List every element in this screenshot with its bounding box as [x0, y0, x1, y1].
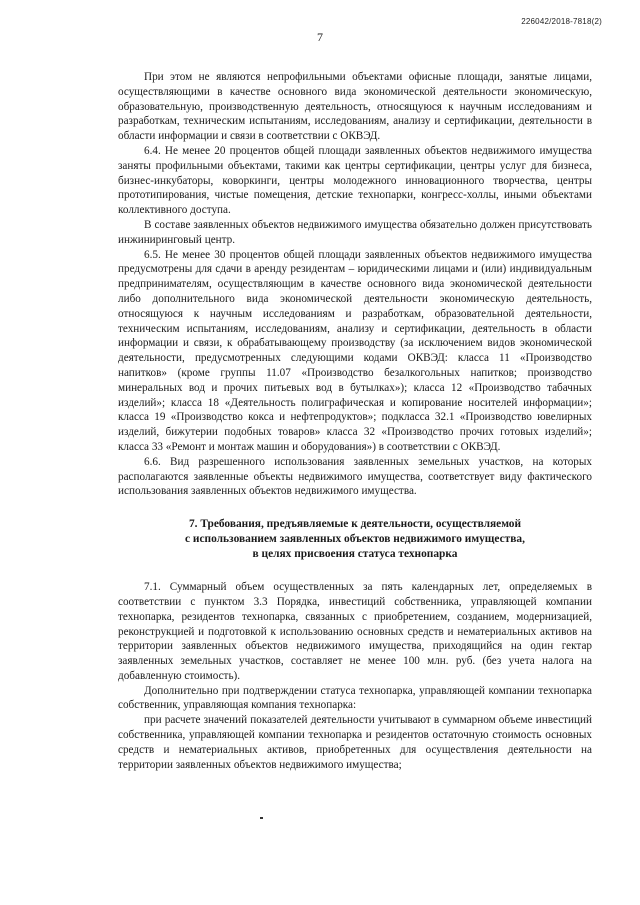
paragraph-non-core-objects: При этом не являются непрофильными объектами офисные площади, занятые лицами, осуществляющими в качестве основного вида экономической деятельности экономическую, образовательную, производственную деятельность, относящуюся к научным исследованиям и разработкам, техническим испытаниям, исследованиям, анализу и сертификации, деятельности в области информации и связи в соответствии с ОКВЭД.: [118, 71, 592, 143]
document-number: 226042/2018-7818(2): [521, 17, 602, 26]
section-heading: [118, 517, 592, 562]
page-number: 7: [317, 30, 323, 44]
paragraph-additional-confirmation: Дополнительно при подтверждении статуса технопарка, управляющей компании технопарка собственник, управляющая компания технопарка:: [118, 684, 592, 712]
section-heading-line: 7. Требования, предъявляемые к деятельности, осуществляемой: [188, 518, 522, 531]
paragraph-7-1: 7.1. Суммарный объем осуществленных за пять календарных лет, определяемых в соответствии с пунктом 3.3 Порядка, инвестиций собственника, управляющей компании технопарка, резидентов технопарка, связанных с приобретением, созданием, модернизацией, реконструкцией и подготовкой к использованию основных средств и нематериальных активов на территории заявленных объектов недвижимого имущества, приходящийся на один гектар заявленных земельных участков, составляет не менее 100 млн. руб. (без учета налога на добавленную стоимость).: [118, 581, 592, 682]
scan-artifact: [260, 817, 263, 819]
spacer: [118, 499, 592, 517]
section-heading-line: в целях присвоения статуса технопарка: [252, 548, 458, 561]
paragraph-calculation: при расчете значений показателей деятельности учитывают в суммарном объеме инвестиций собственника, управляющей компании технопарка и резидентов остаточную стоимость основных средств и нематериальных активов, приобретенных для осуществления деятельности на территории заявленных объектов недвижимого имущества;: [118, 714, 592, 771]
spacer: [118, 562, 592, 580]
paragraph-6-5: 6.5. Не менее 30 процентов общей площади заявленных объектов недвижимого имущества предусмотрены для сдачи в аренду резидентам – юридическими лицами и (или) индивидуальным предпринимателям, осуществляющим в качестве основного вида экономической деятельности либо дополнительного вида экономической деятельности экономическую деятельность, относящуюся к научным исследованиям и разработкам, образовательной деятельности, техническим испытаниям, исследованиям, анализу и сертификации, деятельность в области информации и связи, к обрабатывающему производству (за исключением видов экономической деятельности, предусмотренных следующими кодами ОКВЭД: класса 11 «Производство напитков» (кроме группы 11.07 «Производство безалкогольных напитков; производство минеральных вод и прочих питьевых вод в бутылках»); класса 12 «Производство табачных изделий»; класса 18 «Деятельность полиграфическая и копирование носителей информации»; класса 19 «Производство кокса и нефтепродуктов»; подкласса 32.1 «Производство ювелирных изделий, бижутерии подобных товаров» класса 32 «Производство прочих готовых изделий»; класса 33 «Ремонт и монтаж машин и оборудования») в соответствии с ОКВЭД.: [118, 248, 592, 453]
paragraph-engineering-center: В составе заявленных объектов недвижимого имущества обязательно должен присутствовать инжиниринговый центр.: [118, 218, 592, 246]
section-heading-line: с использованием заявленных объектов недвижимого имущества,: [185, 533, 525, 546]
paragraph-6-6: 6.6. Вид разрешенного использования заявленных земельных участков, на которых располагаются заявленные объекты недвижимого имущества, соответствует виду фактического использования заявленных объектов недвижимого имущества.: [118, 455, 592, 498]
paragraph-6-4: 6.4. Не менее 20 процентов общей площади заявленных объектов недвижимого имущества заняты профильными объектами, такими как центры сертификации, центры услуг для бизнеса, бизнес-инкубаторы, коворкинги, центры молодежного инновационного творчества, центры прототипирования, чистые помещения, детские технопарки, конгресс-холлы, иными объектами коллективного доступа.: [118, 144, 592, 217]
document-body: [118, 70, 592, 772]
